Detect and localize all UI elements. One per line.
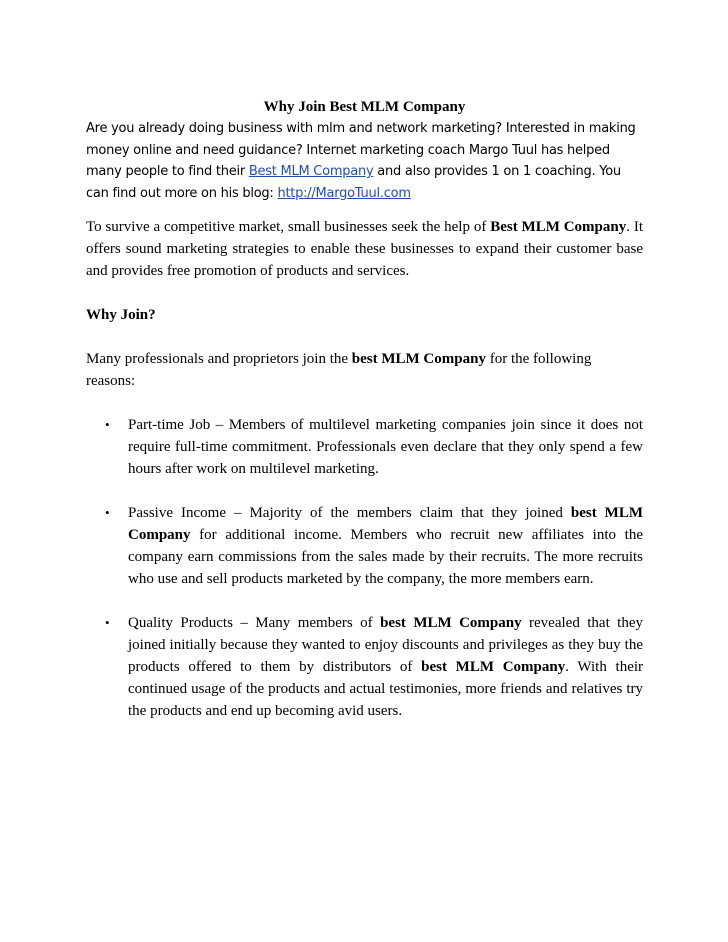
list-item-text: . With their continued usage of the products and actual testimonies, more friends and relatives try the products and end up becoming avid users. bbox=[128, 659, 644, 719]
reasons-list bbox=[86, 414, 643, 722]
list-item-bold: best MLM Company bbox=[128, 505, 644, 543]
intro-paragraph bbox=[86, 118, 643, 204]
survive-text-before: To survive a competitive market, small businesses seek the help of bbox=[86, 219, 491, 235]
document-page bbox=[86, 96, 643, 744]
list-item-text: revealed that they joined initially because they wanted to enjoy discounts and privileges as they buy the products offered to them by distributors of bbox=[128, 615, 643, 675]
bullet-icon: • bbox=[105, 615, 110, 630]
survive-paragraph bbox=[86, 216, 643, 282]
list-item-quality-products bbox=[86, 612, 643, 722]
bullet-icon: • bbox=[105, 417, 110, 432]
list-item-bold: best MLM Company bbox=[380, 615, 522, 631]
document-title: Why Join Best MLM Company bbox=[263, 99, 466, 115]
reasons-intro-text-after: for the following reasons: bbox=[86, 351, 592, 389]
list-item-bold: best MLM Company bbox=[421, 659, 566, 675]
list-item-part-time-job bbox=[86, 414, 643, 480]
reasons-intro-paragraph bbox=[86, 348, 643, 392]
list-item-text: for additional income. Members who recruit new affiliates into the company earn commissions from the sales made by their recruits. The more recruits who use and sell products marketed by the company, the more members earn. bbox=[128, 527, 643, 587]
survive-bold: Best MLM Company bbox=[490, 219, 627, 235]
bullet-icon: • bbox=[105, 505, 110, 520]
list-item-text: Passive Income – Majority of the members claim that they joined bbox=[128, 505, 571, 521]
survive-text-after: . It offers sound marketing strategies to enable these businesses to expand their customer base and provides free promotion of products and services. bbox=[86, 219, 644, 279]
list-item-passive-income bbox=[86, 502, 643, 590]
intro-text-middle: and also provides 1 on 1 coaching. You can find out more on his blog: bbox=[86, 164, 621, 201]
reasons-intro-text-before: Many professionals and proprietors join the bbox=[86, 351, 352, 367]
list-item-text: Part-time Job – Members of multilevel marketing companies join since it does not require full-time commitment. Professionals even declare that they only spend a few hours after work on multilevel marketing. bbox=[128, 417, 643, 477]
list-item-text: Quality Products – Many members of bbox=[128, 615, 381, 631]
margotuul-blog-link[interactable]: http://MargoTuul.com bbox=[277, 185, 411, 201]
reasons-intro-bold: best MLM Company bbox=[351, 351, 486, 367]
intro-text-before: Are you already doing business with mlm and network marketing? Interested in making money online and need guidance? Internet marketing coach Margo Tuul has helped many people to find their bbox=[86, 121, 636, 179]
why-join-heading: Why Join? bbox=[86, 307, 156, 323]
best-mlm-company-link[interactable]: Best MLM Company bbox=[248, 164, 374, 179]
